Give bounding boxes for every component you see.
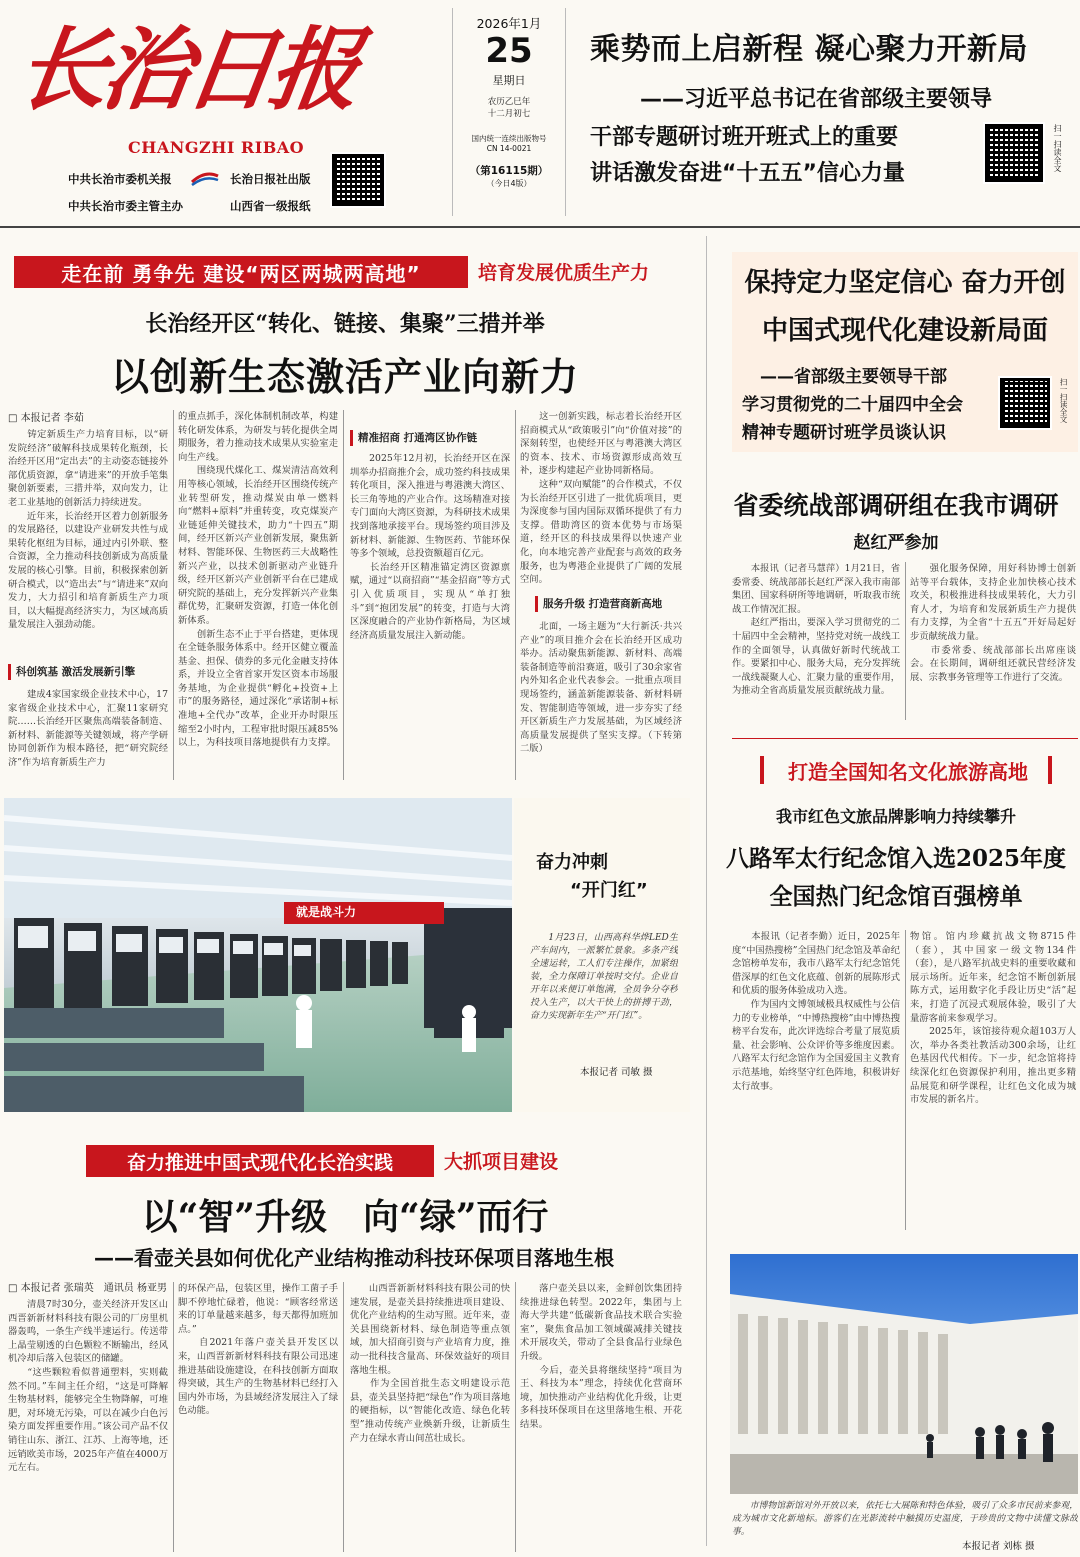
lead-subtitle-3: 讲话激发奋进“十五五”信心力量: [590, 161, 905, 186]
right-top-title-1[interactable]: 保持定力坚定信心 奋力开创: [744, 268, 1066, 298]
section2-banner: 奋力推进中国式现代化长治实践: [86, 1145, 434, 1177]
factory-scene: [4, 798, 512, 1112]
publisher-logo-icon: [190, 170, 220, 188]
right-bottom-banner-left-rule: [760, 756, 764, 784]
photo-caption: 1月23日，山西高科华烨LED生产车间内，一派繁忙景象。多条产线全速运转，工人们专注操作，加紧组装，全力保障订单按时交付。企业自开年以来便订单饱满，全员争分夺秒投入生产，以大干快上的拼搏干劲，奋力实现新年生产“开门红”。: [530, 933, 678, 1021]
section1-subhead-3: 服务升级 打造营商新高地: [535, 596, 685, 612]
issue-number: （第16115期）: [469, 165, 549, 177]
section2-byline: □ 本报记者 张瑞英 通讯员 杨亚男: [8, 1283, 167, 1294]
section2-subtitle: ——看壶关县如何优化产业结构推动科技环保项目落地生根: [94, 1246, 614, 1270]
section2-banner-tag: 大抓项目建设: [444, 1151, 559, 1173]
factory-photo[interactable]: [4, 798, 512, 1112]
museum-photo-credit: 本报记者 刘栋 摄: [962, 1541, 1035, 1552]
section1-kicker: 长治经开区“转化、链接、集聚”三措并举: [145, 311, 545, 337]
right-mid-col-1: 本报讯（记者马慧萍）1月21日，省委常委、统战部部长赵红严深入我市南部集团、国家科研所等地调研，听取我市统战工作情况汇报。 赵红严指出，要深入学习贯彻党的二十届四中全会精神，坚持党对统一战线工作的全面领导，认真做好新时代统战工作。要紧扣中心、服务大局，充分发挥统一战线凝聚人心、汇聚力量的重要作用，为推动全省高质量发展贡献统战力量。: [732, 563, 900, 697]
section2-col-1: 清晨7时30分，壶关经济开发区山西晋新新材料科技有限公司的厂房里机器轰鸣，一条生产线半速运行。传送带上晶莹剔透的白色颗粒不断输出，经风机冷却后落入包装区的储罐。 “这些颗粒看似普通塑料，实则截然不同。”车间主任介绍，“这是可降解生物基材料，能够完全生物降解，可堆肥，对环境无污染，可以在减少白色污染方面发挥重要作用。”该公司产品不仅销往山东、浙江、江苏、上海等地，还远销欧美市场，2025年产值在4000万元左右。: [8, 1299, 168, 1474]
section1-col-1b: 建成4家国家级企业技术中心，17家省级企业技术中心，汇聚11家研究院……长治经开区聚焦高端装备制造、新材料、新能源等关键领域，将产学研协同创新作为根本路径，把“研究院经济”作为培育新质生产力: [8, 689, 168, 768]
lead-subtitle-2: 干部专题研讨班开班式上的重要: [590, 125, 899, 150]
masthead-logo: 长治日报: [10, 17, 362, 123]
photo-credit: 本报记者 司敏 摄: [580, 1067, 653, 1078]
section1-banner-tag: 培育发展优质生产力: [478, 262, 650, 284]
factory-sign: 就是战斗力: [296, 905, 357, 919]
museum-photo-caption: 市博物馆新馆对外开放以来，依托七大展陈和特色体验，吸引了众多市民前来参观，成为城市文化新地标。游客们在光影流转中触摸历史温度，于珍贵的文物中读懂文脉故事。: [732, 1501, 1078, 1537]
lunar-day: 十二月初七: [487, 109, 531, 119]
right-top-subtitle-1: ——省部级主要领导干部: [760, 367, 947, 387]
masthead-qr-code[interactable]: [330, 152, 386, 208]
masthead: [0, 0, 1080, 222]
museum-photo[interactable]: [730, 1254, 1078, 1494]
section1-col-3: 2025年12月初，长治经开区在深圳举办招商推介会，成功签约科技成果转化项目，深入推进与粤港澳大湾区、长三角等地的产业合作。这场精准对接专门面向大湾区资源，为科研技术成果找到落地承接平台。现场签约项目涉及新材料、新能源、生物医药、节能环保等多个领域，总投资额超百亿元。 长治经开区精准锚定湾区资源禀赋，通过“以商招商”“基金招商”等方式引入优质项目，实现从“单打独斗”到“抱团发展”的转变，打造与大湾区深度融合的产业协作新格局，为区域经济高质量发展注入新动能。: [350, 453, 510, 641]
lunar-year: 农历乙巳年: [487, 97, 531, 107]
section1-col-1: 铸定新质生产力培育目标，以“研发院经济”破解科技成果转化瓶颈，长治经开区用“定出去”的主动姿态链接外部优质资源，拿“请进来”的开放手笔集聚创新要素，三措并举，双向发力，让老工业基地的创新活力持续迸发。 近年来，长治经开区着力创新服务的发展路径，以建设产业研发共性与成果转化枢纽为目标，通过内引外联、整合资源，全力推动科技创新成为高质量发展的核心引擎。目前，积极探索创新研合模式，以“造出去”与“请进来”双向发力，大力招引和培育新质生产力项目，以大幅提高经济实力，为区域高质量发展注入强劲动能。: [8, 429, 168, 631]
section2-col-2: 的环保产品，包装区里，操作工菌子手脚不停地忙碌着，他说：“顾客经常送来的订单量越来越多，每天都得加班加点。” 自2021年落户壶关县开发区以来，山西晋新新材料科技有限公司迅速推进基础设施建设，在科技创新方面取得突破，其生产的生物基材料已经打入国内外市场，为县域经济发展注入了绿色动能。: [178, 1283, 338, 1417]
right-top-subtitle-3: 精神专题研讨班学员谈认识: [742, 423, 946, 443]
section2-col-4: 落户壶关县以来，金鲜创饮集团持续推进绿色转型。2022年，集团与上海大学共建“低碳新食品技术联合实验室”，聚焦食品加工领域碳减排关键技术开展攻关，带动了全县食品行业绿色升级。 今后，壶关县将继续坚持“项目为王、科技为本”理念，持续优化营商环境，加快推动产业结构优化升级，让更多科技环保项目在这里落地生根、开花结果。: [520, 1283, 682, 1430]
section1-subhead-1: 科创筑基 激活发展新引擎: [8, 664, 168, 680]
museum-scene: [730, 1254, 1078, 1494]
right-top-qr-label: 扫一扫读全文: [1059, 378, 1068, 423]
right-bottom-col-1: 本报讯（记者李勤）近日，2025年度“中国热搜榜”全国热门纪念馆及革命纪念馆榜单发布，我市八路军太行纪念馆凭借深厚的红色文化底蕴、创新的展陈形式和优质的服务体验成功入选。 作为国内文博领域极具权威性与公信力的专业榜单，“中博热搜榜”由中博热搜榜平台发布，此次评选综合考量了展览质量、社会影响、公众评价等多维度因素。八路军太行纪念馆作为全国爱国主义教育示范基地，始终坚守红色阵地，积极讲好太行故事。: [732, 931, 900, 1092]
right-mid-col-2: 强化服务保障，用好科协博士创新站等平台载体，支持企业加快核心技术攻关，积极推进科技成果转化，大力引育人才，为培育和发展新质生产力提供有力支撑，为全省“十五五”开好局起好步贡献统战力量。 市委常委、统战部部长出席座谈会。在长期间，调研组还就民营经济发展、宗教事务管理等工作进行了交流。: [910, 563, 1076, 683]
cn-label: 国内统一连续出版物号: [471, 134, 547, 143]
right-bottom-banner-right-rule: [1048, 756, 1052, 784]
sponsor-2: 中共长治市委主管主办: [68, 199, 183, 213]
paper-rank: 山西省一级报纸: [230, 199, 311, 213]
section1-col-4b: 北面，一场主题为“大行新沃·共兴产业”的项目推介会在长治经开区成功举办。活动聚焦新能源、新材料、高端装备制造等前沿赛道，吸引了30余家省内外知名企业代表参会。一批重点项目现场签约，涵盖新能源装备、新材料研发、智能制造等领域，进一步夯实了经开区新质生产力发展基础，为区域经济高质量发展提供了坚实支撑。（下转第二版）: [520, 621, 682, 755]
masthead-divider: [0, 226, 1080, 228]
lead-qr-label: 扫一扫读全文: [1053, 124, 1062, 172]
right-bottom-headline-1[interactable]: 八路军太行纪念馆入选2025年度: [725, 845, 1066, 872]
main-column-divider: [706, 236, 707, 1546]
photo-caption-box: [514, 798, 690, 1112]
section1-subhead-2: 精准招商 打通湾区协作链: [350, 430, 510, 446]
cn-number: CN 14-0021: [486, 144, 532, 153]
date-year-month: 2026年1月: [476, 16, 542, 31]
section1-col-2: 的重点抓手，深化体制机制改革，构建转化研发体系，为研发与转化提供全周期服务，着力推动技术成果从实验室走向生产线。 围绕现代煤化工、煤炭清洁高效利用等核心领域，长治经开区围绕传统产业转型研发，推动煤炭由单一燃料向“燃料+原料”并重转变，攻克煤炭产业链延伸关键技术，助力“十四五”期间，经开区新兴产业创新发展，聚焦新材料、智能环保、生物医药三大战略性新兴产业，以技术创新驱动产业链升级，经开区新兴产业创新平台在已建成研究院的基础上，充分发挥新兴产业集群优势，汇聚研发资源，打造一体化创新体系。 创新生态不止于平台搭建，更体现在全链条服务体系中。经开区健立覆盖基金、担保、债券的多元化金融支持体系，并设立全省首家开发区资本市场服务基地，为企业提供“孵化+投资+上市”的服务路径，通过深化“承诺制+标准地+全代办”改革，企业开办时限压缩至2小时内，工程审批时限压减85%以上，为科技项目落地提供有力支撑。: [178, 411, 338, 749]
section2-col-3: 山西晋新新材料科技有限公司的快速发展，是壶关县持续推进项目建设、优化产业结构的生动写照。近年来，壶关县围绕新材料、绿色制造等重点领域，加大招商引资与产业培育力度，推动一批科技含量高、环保效益好的项目落地生根。 作为全国首批生态文明建设示范县，壶关县坚持把“绿色”作为项目落地的硬指标，以“智能化改造、绿色化转型”推动传统产业焕新升级，让新质生产力在绿水青山间茁壮成长。: [350, 1283, 510, 1444]
section1-banner: 走在前 勇争先 建设“两区两城两高地”: [14, 256, 468, 288]
date-day: 25: [485, 31, 533, 71]
right-bottom-headline-2[interactable]: 全国热门纪念馆百强榜单: [769, 883, 1023, 910]
photo-caption-title-2: “开门红”: [570, 880, 648, 901]
date-box: [452, 8, 566, 216]
col-divider: [173, 410, 174, 780]
section1-col-4: 这一创新实践，标志着长治经开区招商模式从“政策吸引”向“价值对接”的深刻转型，也使经开区与粤港澳大湾区的资本、技术、市场资源形成高效互补，逐步构建起产业协同新格局。 这种“双向赋能”的合作模式，不仅为长治经开区引进了一批优质项目，更为深度参与国内国际双循环提供了有力支撑。借助湾区的资本优势与市场渠道，经开区的科技成果得以快速产业化，向本地完善产业配套与高效的政务服务，也为粤港企业提供了广阔的发展空间。: [520, 411, 682, 586]
col-divider: [905, 562, 906, 720]
sponsor-1: 中共长治市委机关报: [68, 172, 172, 186]
page-count: （今日4版）: [486, 179, 532, 188]
right-mid-subhead: 赵红严参加: [853, 533, 939, 553]
right-bottom-col-2: 物馆。馆内珍藏抗战文物8715件（套），其中国家一级文物134件（套），是八路军抗战史料的重要收藏和展示场所。近年来，纪念馆不断创新展陈方式，运用数字化手段让历史“活”起来，打造了沉浸式观展体验，吸引了大量游客前来参观学习。 2025年，该馆接待观众超103万人次，举办各类社教活动300余场，让红色基因代代相传。下一步，纪念馆将持续深化红色资源保护利用，推出更多精品展览和研学课程，让红色文化成为城市发展的新名片。: [910, 931, 1076, 1106]
right-bottom-banner: 打造全国知名文化旅游高地: [788, 760, 1028, 784]
publisher: 长治日报社出版: [230, 172, 311, 186]
col-divider: [343, 410, 344, 780]
col-divider: [343, 1282, 344, 1552]
lead-title[interactable]: 乘势而上启新程 凝心聚力开新局: [590, 32, 1028, 67]
right-top-qr-code[interactable]: [998, 376, 1052, 430]
masthead-pinyin: CHANGZHI RIBAO: [128, 138, 305, 157]
right-top-title-2[interactable]: 中国式现代化建设新局面: [761, 316, 1048, 346]
section1-byline: □ 本报记者 李茹: [8, 413, 84, 424]
right-bottom-kicker: 我市红色文旅品牌影响力持续攀升: [775, 807, 1016, 826]
photo-caption-title-1: 奋力冲刺: [536, 852, 608, 873]
lead-subtitle-1: ——习近平总书记在省部级主要领导: [640, 87, 993, 112]
right-divider: [732, 738, 1078, 739]
right-top-subtitle-2: 学习贯彻党的二十届四中全会: [742, 395, 963, 415]
lead-qr-code[interactable]: [983, 122, 1045, 184]
right-mid-headline[interactable]: 省委统战部调研组在我市调研: [733, 491, 1059, 520]
section1-headline[interactable]: 以创新生态激活产业向新力: [110, 355, 579, 399]
col-divider: [515, 1282, 516, 1552]
weekday: 星期日: [492, 74, 526, 87]
col-divider: [905, 930, 906, 1230]
col-divider: [515, 410, 516, 780]
col-divider: [173, 1282, 174, 1552]
section2-headline[interactable]: 以“智”升级 向“绿”而行: [141, 1196, 549, 1238]
